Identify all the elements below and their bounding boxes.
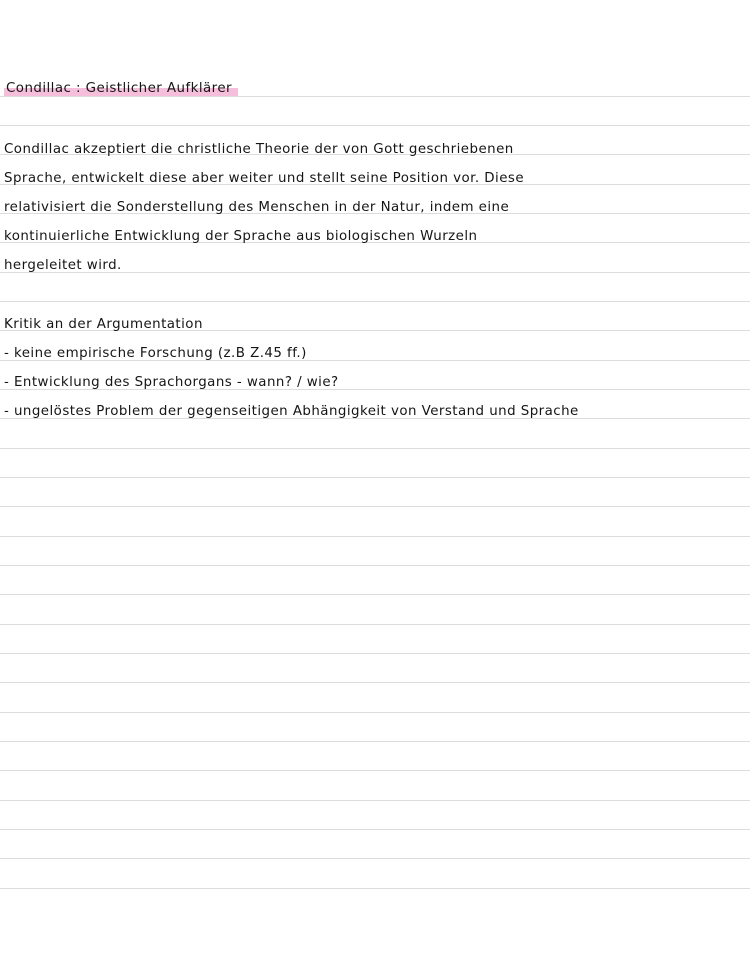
critique-list-item: - ungelöstes Problem der gegenseitigen Abhängigkeit von Verstand und Sprache: [4, 404, 579, 419]
page-title: Condillac : Geistlicher Aufklärer: [4, 80, 238, 98]
paragraph-line: Sprache, entwickelt diese aber weiter und stellt seine Position vor. Diese: [4, 171, 525, 186]
paragraph-line: hergeleitet wird.: [4, 258, 122, 273]
critique-list-item: - keine empirische Forschung (z.B Z.45 ff.): [4, 346, 307, 361]
paragraph-line: Condillac akzeptiert die christliche Theorie der von Gott geschriebenen: [4, 142, 514, 157]
paragraph-line: relativisiert die Sonderstellung des Menschen in der Natur, indem eine: [4, 200, 510, 215]
critique-list-item: - Entwicklung des Sprachorgans - wann? / wie?: [4, 375, 339, 390]
paragraph-line: kontinuierliche Entwicklung der Sprache aus biologischen Wurzeln: [4, 229, 478, 244]
critique-heading: Kritik an der Argumentation: [4, 317, 203, 332]
